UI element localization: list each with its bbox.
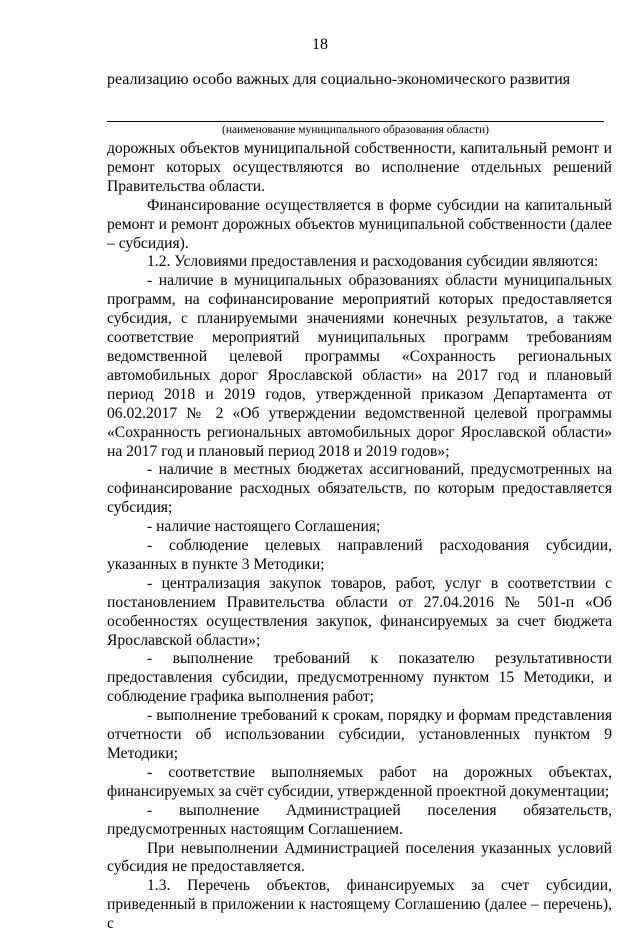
paragraph: Финансирование осуществляется в форме субсидии на капитальный ремонт и ремонт дорожных объектов муниципальной собственности (далее – субсидия). [107, 196, 612, 252]
paragraph: При невыполнении Администрацией поселения указанных условий субсидия не предоставляется. [107, 839, 612, 876]
list-item: - выполнение требований к показателю результативности предоставления субсидии, предусмотренному пунктом 15 Методики, и соблюдение графика выполнения работ; [107, 650, 612, 706]
paragraph: дорожных объектов муниципальной собственности, капитальный ремонт и ремонт которых осуществляются во исполнение отдельных решений Правительства области. [107, 140, 612, 195]
field-caption: (наименование муниципального образования области) [222, 124, 489, 136]
list-item: - соблюдение целевых направлений расходования субсидии, указанных в пункте 3 Методики; [107, 537, 612, 573]
page-number: 18 [312, 36, 328, 53]
paragraph: 1.3. Перечень объектов, финансируемых за счет субсидии, приведенный в приложении к настоящему Соглашению (далее – перечень), с [107, 877, 612, 933]
list-item: - соответствие выполняемых работ на дорожных объектах, финансируемых за счёт субсидии, утвержденной проектной документации; [107, 763, 612, 800]
list-item: - наличие настоящего Соглашения; [147, 518, 381, 536]
list-item: - выполнение требований к срокам, порядку и формам представления отчетности об использовании субсидии, установленных пунктом 9 Методики; [107, 707, 612, 762]
list-item: - наличие в муниципальных образованиях области муниципальных программ, на софинансирование мероприятий которых предоставляется субсидия, с планируемыми значениями конечных результатов, а также соответствие мероприятий муниципальных программ требованиям ведомственной целевой программы «Сохранность региональных автомобильных дорог Ярославской области» на 2017 год и плановый период 2018 и 2019 годов, утвержденной приказом Департамента от 06.02.2017 № 2 «Об утверждении ведомственной целевой программы «Сохранность региональных автомобильных дорог Ярославской области» на 2017 год и плановый период 2018 и 2019 годов»; [107, 272, 612, 460]
paragraph: 1.2. Условиями предоставления и расходования субсидии являются: [147, 253, 599, 271]
fill-in-underline [107, 121, 604, 122]
heading-line: реализацию особо важных для социально-экономического развития [107, 71, 571, 88]
document-body [107, 140, 612, 934]
list-item: - выполнение Администрацией поселения обязательств, предусмотренных настоящим Соглашением. [107, 801, 612, 838]
list-item: - централизация закупок товаров, работ, услуг в соответствии с постановлением Правительства области от 27.04.2016 № 501-п «Об особенностях осуществления закупок, финансируемых за счет бюджета Ярославской области»; [107, 574, 612, 649]
list-item: - наличие в местных бюджетах ассигнований, предусмотренных на софинансирование расходных обязательств, по которым предоставляется субсидия; [107, 461, 612, 517]
